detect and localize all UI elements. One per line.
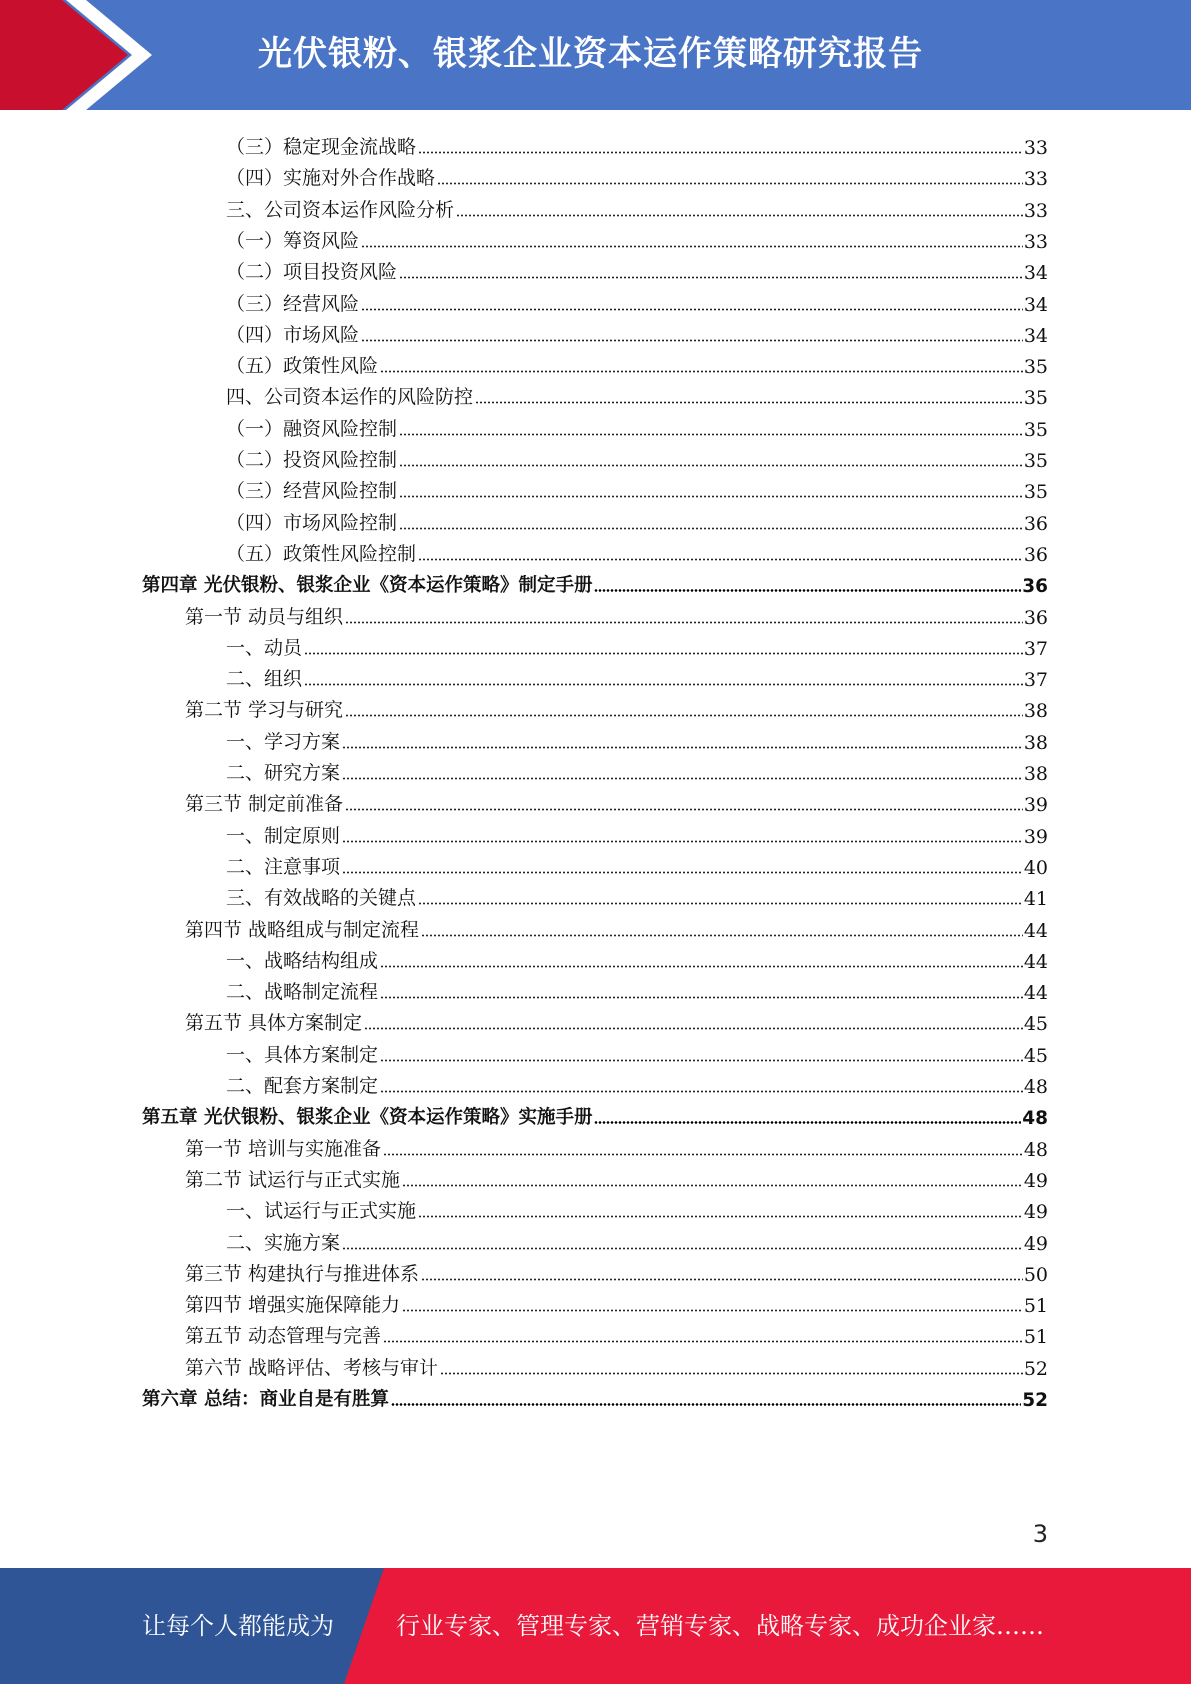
toc-entry-page: 38 bbox=[1023, 700, 1048, 722]
toc-entry-label: 第三节 构建执行与推进体系 bbox=[185, 1263, 420, 1285]
dot-leader bbox=[418, 151, 1023, 154]
toc-entry-item[interactable] bbox=[226, 1067, 1048, 1098]
toc-entry-label: 二、研究方案 bbox=[226, 762, 341, 784]
toc-entry-label: 第二节 学习与研究 bbox=[185, 699, 344, 721]
toc-entry-label: 三、公司资本运作风险分析 bbox=[226, 199, 455, 221]
footer-slogan-right: 行业专家、管理专家、营销专家、战略专家、成功企业家…… bbox=[396, 1612, 1044, 1640]
toc-entry-label: 第六节 战略评估、考核与审计 bbox=[185, 1357, 439, 1379]
toc-entry-page: 41 bbox=[1023, 888, 1048, 910]
dot-leader bbox=[380, 1059, 1023, 1062]
toc-entry-section[interactable] bbox=[185, 785, 1048, 816]
dot-leader bbox=[418, 1215, 1023, 1218]
toc-entry-page: 48 bbox=[1023, 1139, 1048, 1161]
dot-leader bbox=[342, 871, 1023, 874]
dot-leader bbox=[399, 276, 1023, 279]
toc-entry-page: 33 bbox=[1023, 168, 1048, 190]
dot-leader bbox=[342, 746, 1023, 749]
toc-entry-label: 一、学习方案 bbox=[226, 731, 341, 753]
dot-leader bbox=[594, 1121, 1021, 1124]
toc-entry-item[interactable] bbox=[226, 535, 1048, 566]
toc-entry-page: 39 bbox=[1023, 826, 1048, 848]
toc-entry-section[interactable] bbox=[185, 1255, 1048, 1286]
toc-entry-label: 四、公司资本运作的风险防控 bbox=[226, 386, 474, 408]
toc-entry-page: 49 bbox=[1023, 1201, 1048, 1223]
dot-leader bbox=[402, 1309, 1023, 1312]
toc-entry-label: 第四章 光伏银粉、银浆企业《资本运作策略》制定手册 bbox=[142, 575, 593, 596]
toc-entry-item[interactable] bbox=[226, 347, 1048, 378]
toc-entry-label: 第五节 具体方案制定 bbox=[185, 1012, 363, 1034]
dot-leader bbox=[345, 714, 1023, 717]
header-arrow-decoration bbox=[0, 0, 200, 110]
toc-entry-label: 一、制定原则 bbox=[226, 825, 341, 847]
toc-entry-label: 二、战略制定流程 bbox=[226, 981, 379, 1003]
dot-leader bbox=[391, 1403, 1021, 1406]
toc-entry-page: 34 bbox=[1023, 262, 1048, 284]
dot-leader bbox=[361, 245, 1023, 248]
toc-entry-section[interactable] bbox=[185, 598, 1048, 629]
toc-entry-item[interactable] bbox=[226, 504, 1048, 535]
toc-entry-item[interactable] bbox=[226, 754, 1048, 785]
toc-entry-item[interactable] bbox=[226, 817, 1048, 848]
toc-entry-item[interactable] bbox=[226, 848, 1048, 879]
toc-entry-chapter[interactable] bbox=[142, 1380, 1048, 1411]
dot-leader bbox=[437, 182, 1023, 185]
toc-entry-item[interactable] bbox=[226, 441, 1048, 472]
toc-entry-item[interactable] bbox=[226, 660, 1048, 691]
toc-entry-label: （一）融资风险控制 bbox=[226, 418, 398, 440]
report-title: 光伏银粉、银浆企业资本运作策略研究报告 bbox=[258, 34, 923, 74]
dot-leader bbox=[475, 401, 1023, 404]
toc-entry-page: 33 bbox=[1023, 200, 1048, 222]
toc-entry-label: 第一节 培训与实施准备 bbox=[185, 1138, 382, 1160]
toc-entry-label: 三、有效战略的关键点 bbox=[226, 887, 417, 909]
toc-entry-page: 36 bbox=[1023, 607, 1048, 629]
toc-entry-page: 35 bbox=[1023, 450, 1048, 472]
toc-entry-page: 49 bbox=[1023, 1170, 1048, 1192]
toc-entry-item[interactable] bbox=[226, 128, 1048, 159]
dot-leader bbox=[421, 934, 1023, 937]
toc-entry-page: 50 bbox=[1023, 1264, 1048, 1286]
toc-entry-label: （三）经营风险 bbox=[226, 293, 360, 315]
footer-slogan-left: 让每个人都能成为 bbox=[142, 1612, 334, 1640]
toc-entry-item[interactable] bbox=[226, 973, 1048, 1004]
toc-entry-item[interactable] bbox=[226, 191, 1048, 222]
toc-entry-chapter[interactable] bbox=[142, 566, 1048, 597]
toc-entry-page: 40 bbox=[1023, 857, 1048, 879]
dot-leader bbox=[380, 965, 1023, 968]
toc-entry-item[interactable] bbox=[226, 1224, 1048, 1255]
toc-entry-page: 52 bbox=[1022, 1390, 1048, 1411]
page-number: 3 bbox=[1032, 1520, 1048, 1548]
dot-leader bbox=[418, 558, 1023, 561]
toc-entry-page: 33 bbox=[1023, 231, 1048, 253]
dot-leader bbox=[402, 1184, 1023, 1187]
toc-entry-page: 33 bbox=[1023, 137, 1048, 159]
toc-entry-label: （五）政策性风险控制 bbox=[226, 543, 417, 565]
toc-entry-item[interactable] bbox=[226, 723, 1048, 754]
toc-entry-label: 第五章 光伏银粉、银浆企业《资本运作策略》实施手册 bbox=[142, 1107, 593, 1128]
toc-entry-item[interactable] bbox=[226, 378, 1048, 409]
toc-entry-page: 37 bbox=[1023, 638, 1048, 660]
toc-entry-page: 44 bbox=[1023, 951, 1048, 973]
toc-entry-page: 49 bbox=[1023, 1233, 1048, 1255]
toc-entry-label: （一）筹资风险 bbox=[226, 230, 360, 252]
toc-entry-item[interactable] bbox=[226, 285, 1048, 316]
dot-leader bbox=[383, 1340, 1023, 1343]
dot-leader bbox=[418, 902, 1023, 905]
toc-entry-page: 36 bbox=[1023, 513, 1048, 535]
dot-leader bbox=[361, 308, 1023, 311]
dot-leader bbox=[342, 777, 1023, 780]
toc-entry-label: 第一节 动员与组织 bbox=[185, 606, 344, 628]
dot-leader bbox=[421, 1278, 1023, 1281]
toc-entry-item[interactable] bbox=[226, 222, 1048, 253]
toc-entry-item[interactable] bbox=[226, 253, 1048, 284]
toc-entry-page: 44 bbox=[1023, 982, 1048, 1004]
toc-entry-section[interactable] bbox=[185, 1130, 1048, 1161]
toc-entry-section[interactable] bbox=[185, 911, 1048, 942]
toc-entry-section[interactable] bbox=[185, 1004, 1048, 1035]
toc-entry-label: （三）经营风险控制 bbox=[226, 480, 398, 502]
dot-leader bbox=[342, 1247, 1023, 1250]
toc-entry-item[interactable] bbox=[226, 159, 1048, 190]
dot-leader bbox=[304, 652, 1023, 655]
toc-entry-section[interactable] bbox=[185, 1317, 1048, 1348]
toc-entry-label: （二）投资风险控制 bbox=[226, 449, 398, 471]
toc-entry-label: （四）市场风险 bbox=[226, 324, 360, 346]
toc-entry-label: 一、动员 bbox=[226, 637, 303, 659]
toc-entry-item[interactable] bbox=[226, 1036, 1048, 1067]
toc-entry-item[interactable] bbox=[226, 942, 1048, 973]
toc-entry-label: （四）实施对外合作战略 bbox=[226, 167, 436, 189]
toc-entry-section[interactable] bbox=[185, 1349, 1048, 1380]
toc-entry-label: 第三节 制定前准备 bbox=[185, 793, 344, 815]
toc-entry-page: 36 bbox=[1022, 576, 1048, 597]
toc-entry-page: 51 bbox=[1023, 1326, 1048, 1348]
toc-entry-item[interactable] bbox=[226, 410, 1048, 441]
toc-entry-page: 45 bbox=[1023, 1013, 1048, 1035]
toc-entry-section[interactable] bbox=[185, 1286, 1048, 1317]
toc-entry-label: 二、实施方案 bbox=[226, 1232, 341, 1254]
toc-entry-page: 48 bbox=[1023, 1076, 1048, 1098]
dot-leader bbox=[380, 370, 1023, 373]
dot-leader bbox=[594, 589, 1021, 592]
toc-entry-page: 38 bbox=[1023, 732, 1048, 754]
toc-entry-page: 37 bbox=[1023, 669, 1048, 691]
toc-entry-page: 38 bbox=[1023, 763, 1048, 785]
dot-leader bbox=[440, 1372, 1023, 1375]
page-footer bbox=[0, 1568, 1191, 1684]
toc-entry-page: 35 bbox=[1023, 481, 1048, 503]
toc-entry-page: 44 bbox=[1023, 920, 1048, 942]
toc-entry-item[interactable] bbox=[226, 472, 1048, 503]
dot-leader bbox=[345, 621, 1023, 624]
toc-entry-section[interactable] bbox=[185, 691, 1048, 722]
toc-entry-label: （五）政策性风险 bbox=[226, 355, 379, 377]
toc-entry-item[interactable] bbox=[226, 316, 1048, 347]
dot-leader bbox=[399, 464, 1023, 467]
dot-leader bbox=[380, 996, 1023, 999]
toc-entry-label: 二、组织 bbox=[226, 668, 303, 690]
toc-entry-label: 第六章 总结：商业自是有胜算 bbox=[142, 1389, 389, 1410]
toc-entry-label: 二、注意事项 bbox=[226, 856, 341, 878]
toc-entry-label: 二、配套方案制定 bbox=[226, 1075, 379, 1097]
toc-entry-page: 34 bbox=[1023, 294, 1048, 316]
toc-entry-label: 一、具体方案制定 bbox=[226, 1044, 379, 1066]
page-header bbox=[0, 0, 1191, 110]
toc-entry-label: （四）市场风险控制 bbox=[226, 512, 398, 534]
dot-leader bbox=[399, 433, 1023, 436]
toc-entry-label: 第五节 动态管理与完善 bbox=[185, 1325, 382, 1347]
toc-entry-label: （二）项目投资风险 bbox=[226, 261, 398, 283]
toc-entry-page: 35 bbox=[1023, 356, 1048, 378]
dot-leader bbox=[380, 1090, 1023, 1093]
dot-leader bbox=[304, 683, 1023, 686]
dot-leader bbox=[383, 1153, 1023, 1156]
dot-leader bbox=[456, 214, 1023, 217]
toc-entry-item[interactable] bbox=[226, 1192, 1048, 1223]
toc-entry-item[interactable] bbox=[226, 629, 1048, 660]
dot-leader bbox=[399, 495, 1023, 498]
toc-entry-page: 52 bbox=[1023, 1358, 1048, 1380]
toc-entry-page: 36 bbox=[1023, 544, 1048, 566]
dot-leader bbox=[342, 840, 1023, 843]
toc-entry-page: 35 bbox=[1023, 387, 1048, 409]
toc-entry-page: 39 bbox=[1023, 794, 1048, 816]
toc-entry-page: 48 bbox=[1022, 1108, 1048, 1129]
toc-entry-page: 35 bbox=[1023, 419, 1048, 441]
toc-entry-label: 一、战略结构组成 bbox=[226, 950, 379, 972]
toc-entry-label: 第四节 战略组成与制定流程 bbox=[185, 919, 420, 941]
toc-entry-label: 第四节 增强实施保障能力 bbox=[185, 1294, 401, 1316]
toc-entry-item[interactable] bbox=[226, 879, 1048, 910]
toc-entry-label: 第二节 试运行与正式实施 bbox=[185, 1169, 401, 1191]
toc-entry-section[interactable] bbox=[185, 1161, 1048, 1192]
toc-entry-label: 一、试运行与正式实施 bbox=[226, 1200, 417, 1222]
toc-entry-label: （三）稳定现金流战略 bbox=[226, 136, 417, 158]
toc-entry-page: 45 bbox=[1023, 1045, 1048, 1067]
toc-entry-page: 51 bbox=[1023, 1295, 1048, 1317]
dot-leader bbox=[399, 527, 1023, 530]
toc-entry-page: 34 bbox=[1023, 325, 1048, 347]
dot-leader bbox=[364, 1027, 1023, 1030]
dot-leader bbox=[345, 808, 1023, 811]
dot-leader bbox=[361, 339, 1023, 342]
toc-entry-chapter[interactable] bbox=[142, 1098, 1048, 1129]
